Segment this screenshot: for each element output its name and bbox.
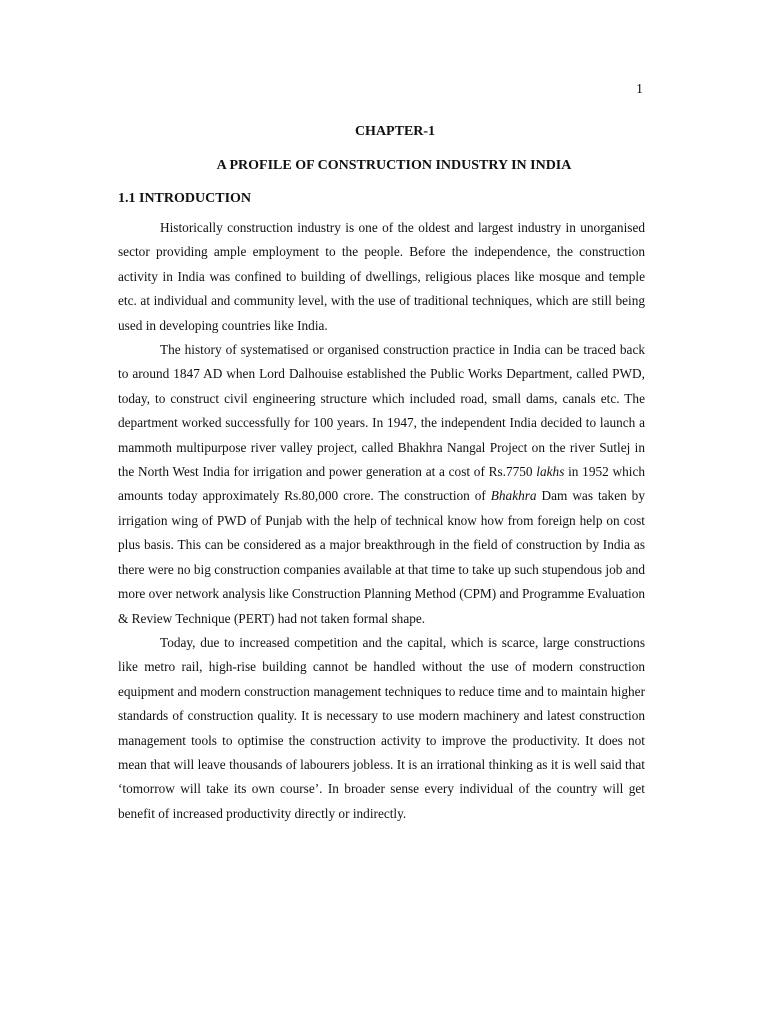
italic-lakhs: lakhs [536,464,565,480]
paragraph-3: Today, due to increased competition and the capital, which is scarce, large constructions like metro rail, high-rise building cannot be handled without the use of modern construction equipment and modern construction management techniques to reduce time and to maintain higher standards of construction quality. It is necessary to use modern machinery and latest construction management tools to optimise the construction activity to improve the productivity. It does not mean that will leave thousands of labourers jobless. It is an irrational thinking as it is well said that ‘tomorrow will take its own course’. In broader sense every individual of the country will get benefit of increased productivity directly or indirectly. [118,634,645,821]
paragraph-2-part-c: Dam was taken by irrigation wing of PWD of Punjab with the help of technical know how from foreign help on cost plus basis. This can be considered as a major breakthrough in the field of construction by India as there were no big construction companies available at that time to take up such stupendous job and more over network analysis like Construction Planning Method (CPM) and Programme Evaluation & Review Technique (PERT) had not taken formal shape. [118,488,645,626]
italic-bhakhra: Bhakhra [490,488,537,504]
chapter-heading: CHAPTER-1 [354,124,436,139]
page-number: 1 [636,82,643,97]
section-heading: 1.1 INTRODUCTION [118,191,252,206]
chapter-title: A PROFILE OF CONSTRUCTION INDUSTRY IN INDIA [216,158,572,173]
paragraph-2 [118,338,645,631]
paragraph-2-part-a: The history of systematised or organised construction practice in India can be traced back to around 1847 AD when Lord Dalhouise established the Public Works Department, called PWD, today, to construct civil engineering structure which included road, small dams, canals etc. The department worked successfully for 100 years. In 1947, the independent India decided to launch a mammoth multipurpose river valley project, called Bhakhra Nangal Project on the river Sutlej in the North West India for irrigation and power generation at a cost of Rs.7750 [118,342,645,480]
body-text [118,216,645,826]
paragraph-1: Historically construction industry is one of the oldest and largest industry in unorganised sector providing ample employment to the people. Before the independence, the construction activity in India was confined to building of dwellings, religious places like mosque and temple etc. at individual and community level, with the use of traditional techniques, which are still being used in developing countries like India. [118,220,645,333]
paragraph-2-part-b: in 1952 which amounts today approximately Rs.80,000 crore. The construction of [118,464,645,504]
